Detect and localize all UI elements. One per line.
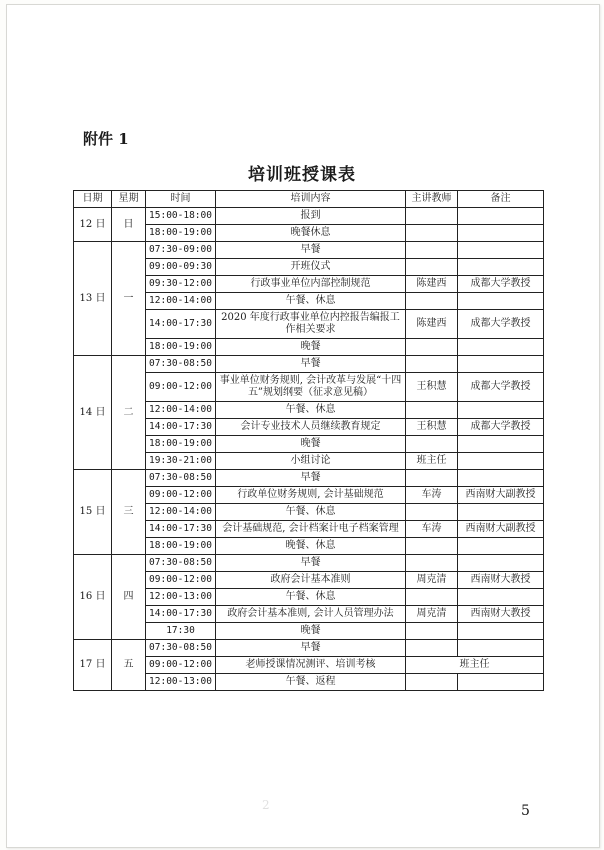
teacher-cell: 班主任 xyxy=(406,453,458,470)
content-cell: 事业单位财务规则, 会计改革与发展“十四五”规划纲要（征求意见稿） xyxy=(216,373,406,402)
teacher-cell xyxy=(406,589,458,606)
date-cell: 16 日 xyxy=(74,555,112,640)
teacher-cell: 王积慧 xyxy=(406,373,458,402)
schedule-table xyxy=(73,190,544,691)
content-cell: 行政事业单位内部控制规范 xyxy=(216,276,406,293)
content-cell: 晚餐休息 xyxy=(216,225,406,242)
content-cell: 早餐 xyxy=(216,640,406,657)
note-cell xyxy=(458,242,544,259)
time-cell: 15:00-18:00 xyxy=(146,208,216,225)
teacher-cell xyxy=(406,356,458,373)
time-cell: 14:00-17:30 xyxy=(146,521,216,538)
note-cell xyxy=(458,504,544,521)
note-cell xyxy=(458,339,544,356)
header-weekday: 星期 xyxy=(112,191,146,208)
teacher-cell xyxy=(406,242,458,259)
note-cell xyxy=(458,356,544,373)
date-cell: 15 日 xyxy=(74,470,112,555)
content-cell: 早餐 xyxy=(216,470,406,487)
content-cell: 开班仪式 xyxy=(216,259,406,276)
attachment-label: 附件 1 xyxy=(83,130,129,148)
note-cell xyxy=(458,225,544,242)
time-cell: 09:00-12:00 xyxy=(146,373,216,402)
note-cell: 班主任 xyxy=(406,657,544,674)
teacher-cell: 陈建西 xyxy=(406,310,458,339)
time-cell: 12:00-14:00 xyxy=(146,504,216,521)
note-cell: 西南财大教授 xyxy=(458,606,544,623)
teacher-cell xyxy=(406,402,458,419)
teacher-cell xyxy=(406,555,458,572)
table-row xyxy=(74,356,544,373)
content-cell: 晚餐 xyxy=(216,339,406,356)
teacher-cell xyxy=(406,339,458,356)
time-cell: 09:00-12:00 xyxy=(146,572,216,589)
time-cell: 19:30-21:00 xyxy=(146,453,216,470)
content-cell: 午餐、休息 xyxy=(216,589,406,606)
teacher-cell: 周克清 xyxy=(406,572,458,589)
note-cell xyxy=(458,538,544,555)
time-cell: 18:00-19:00 xyxy=(146,225,216,242)
note-cell xyxy=(458,453,544,470)
teacher-cell: 车涛 xyxy=(406,487,458,504)
time-cell: 07:30-08:50 xyxy=(146,470,216,487)
note-cell xyxy=(458,589,544,606)
weekday-cell: 二 xyxy=(112,356,146,470)
content-cell: 晚餐 xyxy=(216,623,406,640)
note-cell: 成都大学教授 xyxy=(458,310,544,339)
header-date: 日期 xyxy=(74,191,112,208)
header-content: 培训内容 xyxy=(216,191,406,208)
page-number: 5 xyxy=(521,803,530,819)
date-cell: 17 日 xyxy=(74,640,112,691)
content-cell: 早餐 xyxy=(216,555,406,572)
time-cell: 07:30-08:50 xyxy=(146,555,216,572)
content-cell: 小组讨论 xyxy=(216,453,406,470)
content-cell: 会计基础规范, 会计档案计电子档案管理 xyxy=(216,521,406,538)
content-cell: 早餐 xyxy=(216,356,406,373)
content-cell: 政府会计基本准则 xyxy=(216,572,406,589)
time-cell: 18:00-19:00 xyxy=(146,339,216,356)
time-cell: 14:00-17:30 xyxy=(146,310,216,339)
content-cell: 午餐、休息 xyxy=(216,293,406,310)
teacher-cell xyxy=(406,293,458,310)
content-cell: 晚餐 xyxy=(216,436,406,453)
teacher-cell xyxy=(406,225,458,242)
content-cell: 报到 xyxy=(216,208,406,225)
table-row xyxy=(74,640,544,657)
time-cell: 07:30-08:50 xyxy=(146,356,216,373)
content-cell: 晚餐、休息 xyxy=(216,538,406,555)
table-row xyxy=(74,470,544,487)
time-cell: 18:00-19:00 xyxy=(146,538,216,555)
date-cell: 13 日 xyxy=(74,242,112,356)
note-cell xyxy=(458,640,544,657)
note-cell xyxy=(458,623,544,640)
header-time: 时间 xyxy=(146,191,216,208)
note-cell xyxy=(458,293,544,310)
time-cell: 12:00-14:00 xyxy=(146,293,216,310)
time-cell: 17:30 xyxy=(146,623,216,640)
schedule-body xyxy=(74,208,544,691)
time-cell: 14:00-17:30 xyxy=(146,419,216,436)
note-cell xyxy=(458,555,544,572)
note-cell: 西南财大副教授 xyxy=(458,521,544,538)
teacher-cell: 王积慧 xyxy=(406,419,458,436)
content-cell: 2020 年度行政事业单位内控报告编报工作相关要求 xyxy=(216,310,406,339)
time-cell: 07:30-09:00 xyxy=(146,242,216,259)
note-cell xyxy=(458,674,544,691)
bleed-through-mark: 2 xyxy=(262,798,270,812)
note-cell: 西南财大教授 xyxy=(458,572,544,589)
table-row xyxy=(74,208,544,225)
teacher-cell xyxy=(406,436,458,453)
table-row xyxy=(74,242,544,259)
time-cell: 14:00-17:30 xyxy=(146,606,216,623)
note-cell: 西南财大副教授 xyxy=(458,487,544,504)
note-cell: 成都大学教授 xyxy=(458,419,544,436)
weekday-cell: 四 xyxy=(112,555,146,640)
teacher-cell xyxy=(406,538,458,555)
teacher-cell xyxy=(406,208,458,225)
content-cell: 午餐、休息 xyxy=(216,402,406,419)
time-cell: 12:00-13:00 xyxy=(146,589,216,606)
content-cell: 会计专业技术人员继续教育规定 xyxy=(216,419,406,436)
teacher-cell xyxy=(406,470,458,487)
time-cell: 07:30-08:50 xyxy=(146,640,216,657)
teacher-cell xyxy=(406,674,458,691)
note-cell xyxy=(458,436,544,453)
weekday-cell: 五 xyxy=(112,640,146,691)
note-cell xyxy=(458,208,544,225)
time-cell: 12:00-14:00 xyxy=(146,402,216,419)
teacher-cell: 陈建西 xyxy=(406,276,458,293)
table-header-row xyxy=(74,191,544,208)
time-cell: 09:30-12:00 xyxy=(146,276,216,293)
time-cell: 09:00-09:30 xyxy=(146,259,216,276)
teacher-cell xyxy=(406,259,458,276)
header-note: 备注 xyxy=(458,191,544,208)
content-cell: 老师授课情况测评、培训考核 xyxy=(216,657,406,674)
weekday-cell: 日 xyxy=(112,208,146,242)
date-cell: 14 日 xyxy=(74,356,112,470)
note-cell xyxy=(458,259,544,276)
time-cell: 09:00-12:00 xyxy=(146,657,216,674)
time-cell: 09:00-12:00 xyxy=(146,487,216,504)
content-cell: 政府会计基本准则, 会计人员管理办法 xyxy=(216,606,406,623)
header-teacher: 主讲教师 xyxy=(406,191,458,208)
content-cell: 早餐 xyxy=(216,242,406,259)
teacher-cell xyxy=(406,640,458,657)
time-cell: 12:00-13:00 xyxy=(146,674,216,691)
note-cell: 成都大学教授 xyxy=(458,373,544,402)
content-cell: 午餐、休息 xyxy=(216,504,406,521)
time-cell: 18:00-19:00 xyxy=(146,436,216,453)
teacher-cell: 车涛 xyxy=(406,521,458,538)
weekday-cell: 三 xyxy=(112,470,146,555)
table-row xyxy=(74,555,544,572)
weekday-cell: 一 xyxy=(112,242,146,356)
note-cell xyxy=(458,470,544,487)
date-cell: 12 日 xyxy=(74,208,112,242)
note-cell xyxy=(458,402,544,419)
note-cell: 成都大学教授 xyxy=(458,276,544,293)
teacher-cell: 周克清 xyxy=(406,606,458,623)
teacher-cell xyxy=(406,504,458,521)
teacher-cell xyxy=(406,623,458,640)
content-cell: 行政单位财务规则, 会计基础规范 xyxy=(216,487,406,504)
page-title: 培训班授课表 xyxy=(248,165,356,185)
content-cell: 午餐、返程 xyxy=(216,674,406,691)
